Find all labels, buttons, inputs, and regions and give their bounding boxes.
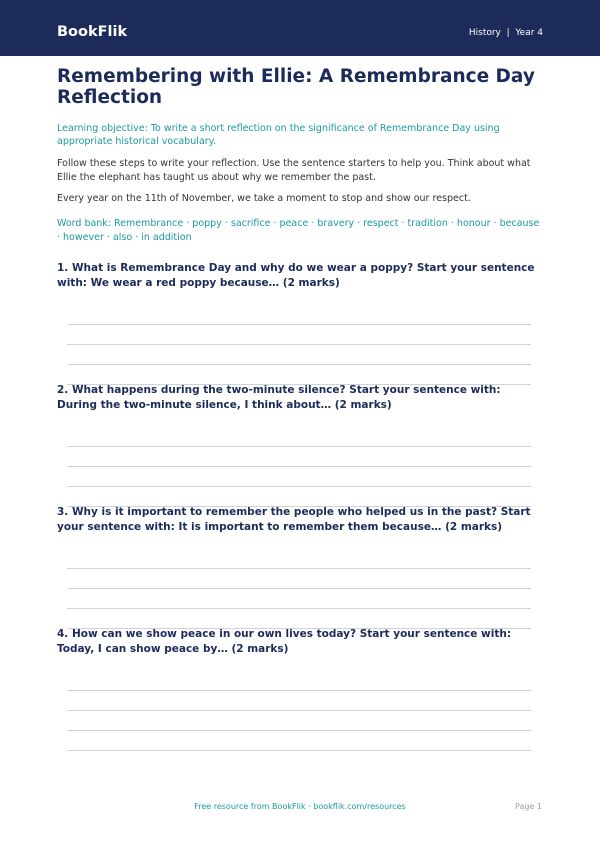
brand-logo: BookFlik bbox=[57, 24, 128, 40]
answer-line[interactable] bbox=[67, 750, 531, 751]
answer-line[interactable] bbox=[67, 730, 531, 731]
header-bar bbox=[0, 0, 600, 56]
page-number: Page 1 bbox=[515, 802, 542, 811]
instructions-text: Follow these steps to write your reflection. Use the sentence starters to help you. Think about what Ellie the elephant has taught us about why we remember the past. bbox=[57, 158, 531, 183]
answer-line[interactable] bbox=[67, 588, 531, 589]
question-4: 4. How can we show peace in our own lives today? Start your sentence with: Today, I can show peace by… (2 marks) bbox=[57, 628, 512, 655]
answer-line[interactable] bbox=[67, 446, 531, 447]
answer-line[interactable] bbox=[67, 344, 531, 345]
answer-line[interactable] bbox=[67, 466, 531, 467]
answer-line[interactable] bbox=[67, 324, 531, 325]
answer-line[interactable] bbox=[67, 486, 531, 487]
learning-objective: Learning objective: To write a short reflection on the significance of Remembrance Day using appropriate historical vocabulary. bbox=[57, 123, 500, 147]
answer-line[interactable] bbox=[67, 568, 531, 569]
answer-line[interactable] bbox=[67, 608, 531, 609]
worksheet-title: Remembering with Ellie: A Remembrance Day Reflection bbox=[57, 66, 535, 108]
footer-credit: Free resource from BookFlik · bookflik.com/resources bbox=[194, 802, 406, 811]
word-bank: Word bank: Remembrance · poppy · sacrifice · peace · bravery · respect · tradition · honour · because · however · also · in addition bbox=[57, 218, 540, 243]
question-1: 1. What is Remembrance Day and why do we wear a poppy? Start your sentence with: We wear a red poppy because… (2 marks) bbox=[57, 262, 535, 289]
subject-label: History | Year 4 bbox=[468, 28, 543, 38]
answer-line[interactable] bbox=[67, 364, 531, 365]
answer-line[interactable] bbox=[67, 690, 531, 691]
answer-line[interactable] bbox=[67, 710, 531, 711]
question-2: 2. What happens during the two-minute silence? Start your sentence with: During the two-minute silence, I think about… (2 marks) bbox=[57, 384, 501, 411]
context-text: Every year on the 11th of November, we take a moment to stop and show our respect. bbox=[57, 193, 471, 204]
question-3: 3. Why is it important to remember the people who helped us in the past? Start your sentence with: It is important to remember them because… (2 marks) bbox=[57, 506, 531, 533]
